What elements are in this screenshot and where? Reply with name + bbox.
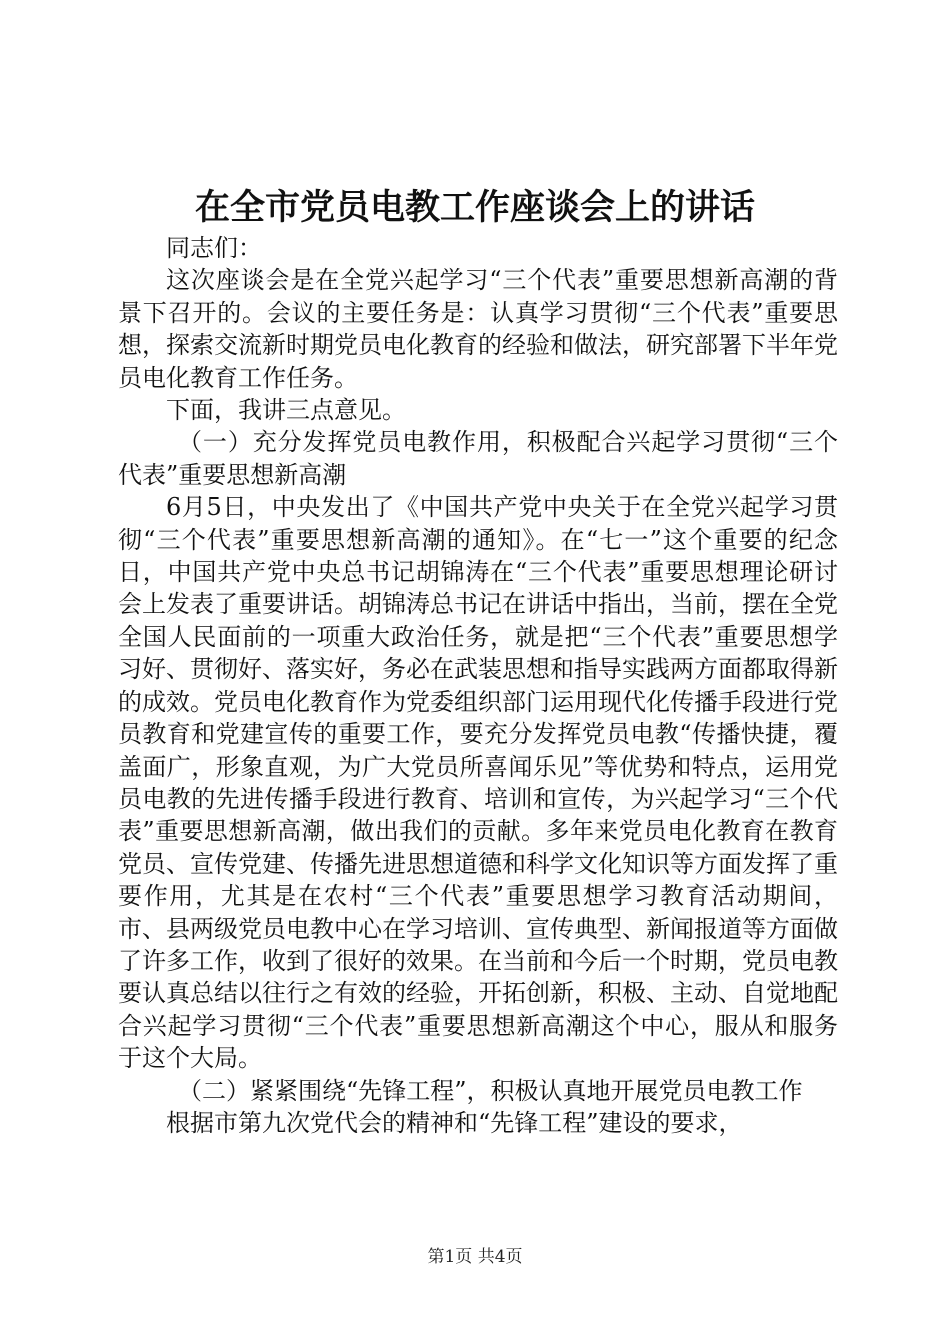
page-footer: 第1页 共4页 [427, 1247, 523, 1267]
section-heading-1: （一）充分发挥党员电教作用，积极配合兴起学习贯彻“三个代表”重要思想新高潮 [118, 428, 838, 489]
salutation: 同志们： [166, 234, 262, 262]
section-heading-2: （二）紧紧围绕“先锋工程”，积极认真地开展党员电教工作 [178, 1076, 803, 1105]
paragraph-section-2: 根据市第九次党代会的精神和“先锋工程”建设的要求， [166, 1108, 743, 1137]
document-title: 在全市党员电教工作座谈会上的讲话 [194, 187, 755, 228]
paragraph-outline: 下面，我讲三点意见。 [166, 396, 406, 425]
paragraph-section-1: 6月5日，中央发出了《中国共产党中央关于在全党兴起学习贯彻“三个代表”重要思想新高潮的通知》。在“七一”这个重要的纪念日，中国共产党中央总书记胡锦涛在“三个代表”重要思想理论研讨会上发表了重要讲话。胡锦涛总书记在讲话中指出，当前，摆在全党全国人民面前的一项重大政治任务，就是把“三个代表”重要思想学习好、贯彻好、落实好，务必在武装思想和指导实践两方面都取得新的成效。党员电化教育作为党委组织部门运用现代化传播手段进行党员教育和党建宣传的重要工作，要充分发挥党员电教“传播快捷，覆盖面广，形象直观，为广大党员所喜闻乐见”等优势和特点，运用党员电教的先进传播手段进行教育、培训和宣传，为兴起学习“三个代表”重要思想新高潮，做出我们的贡献。多年来党员电化教育在教育党员、宣传党建、传播先进思想道德和科学文化知识等方面发挥了重要作用，尤其是在农村“三个代表”重要思想学习教育活动期间，市、县两级党员电教中心在学习培训、宣传典型、新闻报道等方面做了许多工作，收到了很好的效果。在当前和今后一个时期，党员电教要认真总结以往行之有效的经验，开拓创新，积极、主动、自觉地配合兴起学习贯彻“三个代表”重要思想新高潮这个中心，服从和服务于这个大局。 [118, 493, 838, 1073]
document-body [118, 232, 838, 1139]
paragraph-intro: 这次座谈会是在全党兴起学习“三个代表”重要思想新高潮的背景下召开的。会议的主要任务是：认真学习贯彻“三个代表”重要思想，探索交流新时期党员电化教育的经验和做法，研究部署下半年党员电化教育工作任务。 [118, 266, 838, 392]
